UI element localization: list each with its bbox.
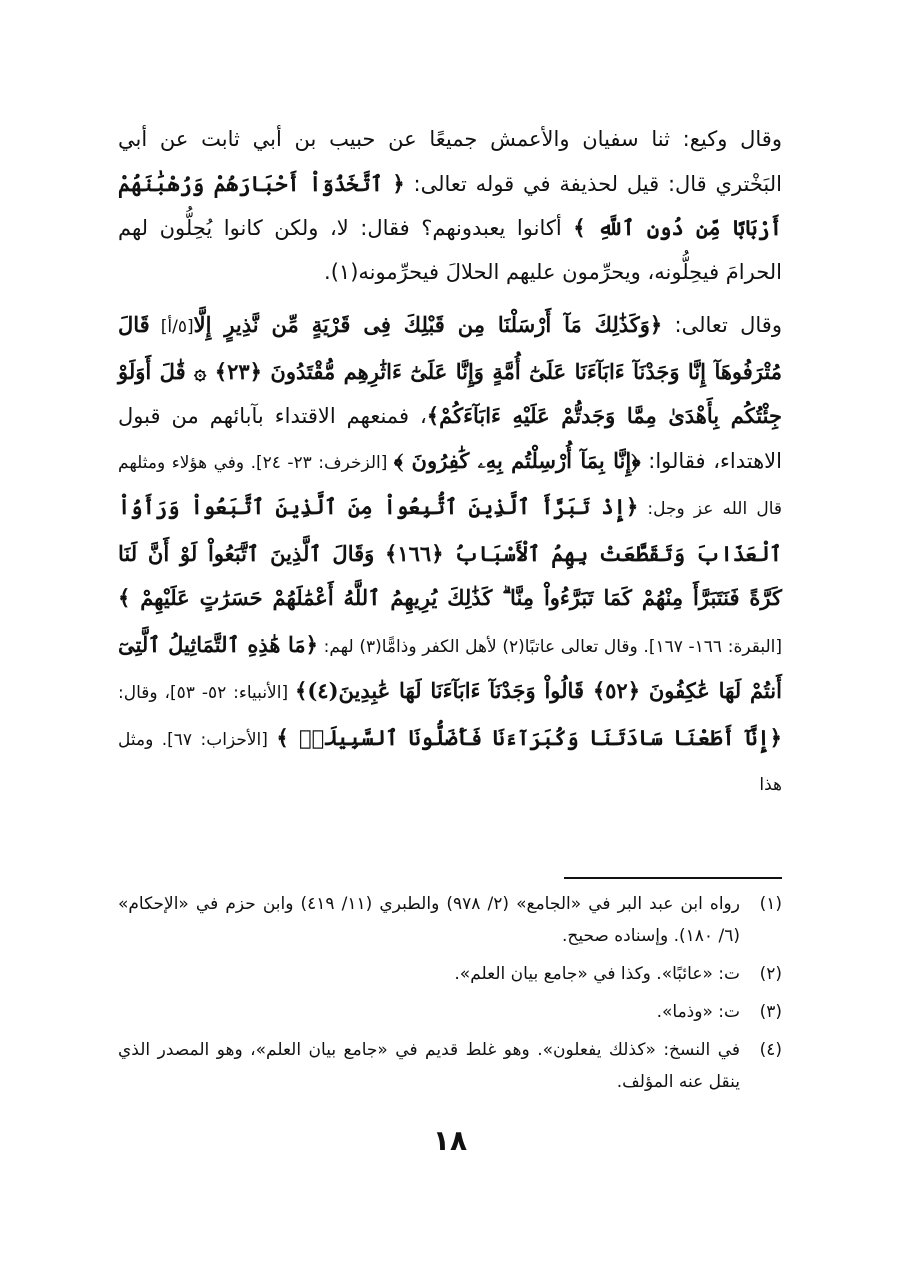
surah-reference: [الأحزاب: ٦٧]. ومثل هذا [118,729,782,795]
quran-verse: ﴿مَا هَٰذِهِ ٱلتَّمَاثِيلُ ٱلَّتِىٓ أَنتُمْ لَهَا عَٰكِفُونَ ﴿٥٢﴾ قَالُواْ وَجَدْنَآ ءَابَآءَنَا لَهَا عَٰبِدِينَ(٤)﴾ [118,631,782,703]
quran-verse: ﴿إِذْ تَبَرَّأَ ٱلَّذِينَ ٱتُّبِعُواْ مِنَ ٱلَّذِينَ ٱتَّبَعُواْ وَرَأَوُاْ ٱلْعَذَابَ وَتَقَطَّعَتْ بِهِمُ ٱلْأَسْبَابُ ﴿١٦٦﴾ وَقَالَ ٱلَّذِينَ ٱتَّبَعُواْ لَوْ أَنَّ لَنَا كَرَّةً فَنَتَبَرَّأَ مِنْهُمْ كَمَا تَبَرَّءُواْ مِنَّا ۗ كَذَٰلِكَ يُرِيهِمُ ٱللَّهُ أَعْمَٰلَهُمْ حَسَرَٰتٍ عَلَيْهِمْ ﴾ [118,494,782,610]
quran-verse: قَالَ مُتْرَفُوهَآ إِنَّا وَجَدْنَآ ءَابَآءَنَا عَلَىٰٓ أُمَّةٍ وَإِنَّا عَلَىٰٓ ءَاثَٰرِهِم مُّقْتَدُونَ ﴿٢٣﴾ ۞ قَٰلَ أَوَلَوْ جِئْتُكُم بِأَهْدَىٰ مِمَّا وَجَدتُّمْ عَلَيْهِ ءَابَآءَكُمْ﴾ [118,312,782,428]
text-run: ، فمنعهم الاقتداء بآبائهم من قبول الاهتداء، فقالوا: [118,404,782,473]
main-text [118,118,782,808]
footnote-divider [564,877,782,879]
quran-verse: ﴿إِنَّآ أَطَعْنَا سَادَتَنَا وَكُبَرَآءَنَا فَأَضَلُّونَا ٱلسَّبِيلَا۠ ﴾ [276,724,782,750]
footnote [118,1034,782,1098]
surah-reference: [الزخرف: ٢٣- ٢٤]. وفي هؤلاء ومثلهم قال الله عز وجل: [118,452,782,519]
surah-reference: [الأنبياء: ٥٢- ٥٣]، وقال: [118,683,296,703]
footnote-number: (١) [759,894,782,914]
text-run: وقال وكيع: ثنا سفيان والأعمش جميعًا عن حبيب بن أبي ثابت عن أبي البَخْتري قال: قيل لحذيفة في قوله تعالى: [118,127,782,196]
manuscript-folio-ref: [٥/أ] [149,317,194,337]
footnote-number: (٣) [759,1002,782,1022]
footnotes [118,888,782,1104]
page-number: ١٨ [432,1124,468,1157]
footnote [118,888,782,952]
footnote-text: ت: «عائبًا». وكذا في «جامع بيان العلم». [454,964,740,984]
footnote-text: في النسخ: «كذلك يفعلون». وهو غلط قديم في «جامع بيان العلم»، وهو المصدر الذي ينقل عنه المؤلف. [118,1040,740,1092]
footnote-number: (٢) [759,964,782,984]
footnote [118,958,782,990]
quran-verse: ﴿وَكَذَٰلِكَ مَآ أَرْسَلْنَا مِن قَبْلِكَ فِى قَرْيَةٍ مِّن نَّذِيرٍ إِلَّا [193,312,663,337]
footnote-text: رواه ابن عبد البر في «الجامع» (٢/ ٩٧٨) والطبري (١١/ ٤١٩) وابن حزم في «الإحكام» (٦/ ١٨٠). وإسناده صحيح. [118,894,740,946]
text-run: أكانوا يعبدونهم؟ فقال: لا، ولكن كانوا يُحِلُّون لهم الحرامَ فيحِلُّونه، ويحرِّمون عليهم الحلالَ فيحرِّمونه(١). [118,216,782,284]
text-run: وقال تعالى: [662,313,782,337]
quran-verse: ﴿ ٱتَّخَذُوٓاْ أَحْبَارَهُمْ وَرُهْبَٰنَهُمْ أَرْبَابًا مِّن دُونِ ٱللَّهِ ﴾ [118,170,782,240]
footnote-text: ت: «وذما». [656,1002,740,1022]
paragraph-quran-citations [118,303,782,808]
paragraph-waki-narration [118,118,782,294]
footnote [118,996,782,1028]
footnote-number: (٤) [759,1040,782,1060]
quran-verse: ﴿إِنَّا بِمَآ أُرْسِلْتُم بِهِۦ كَٰفِرُونَ ﴾ [393,447,641,473]
surah-reference: [البقرة: ١٦٦- ١٦٧]. وقال تعالى عاتبًا(٢) لأهل الكفر وذامًّا(٣) لهم: [317,636,782,657]
